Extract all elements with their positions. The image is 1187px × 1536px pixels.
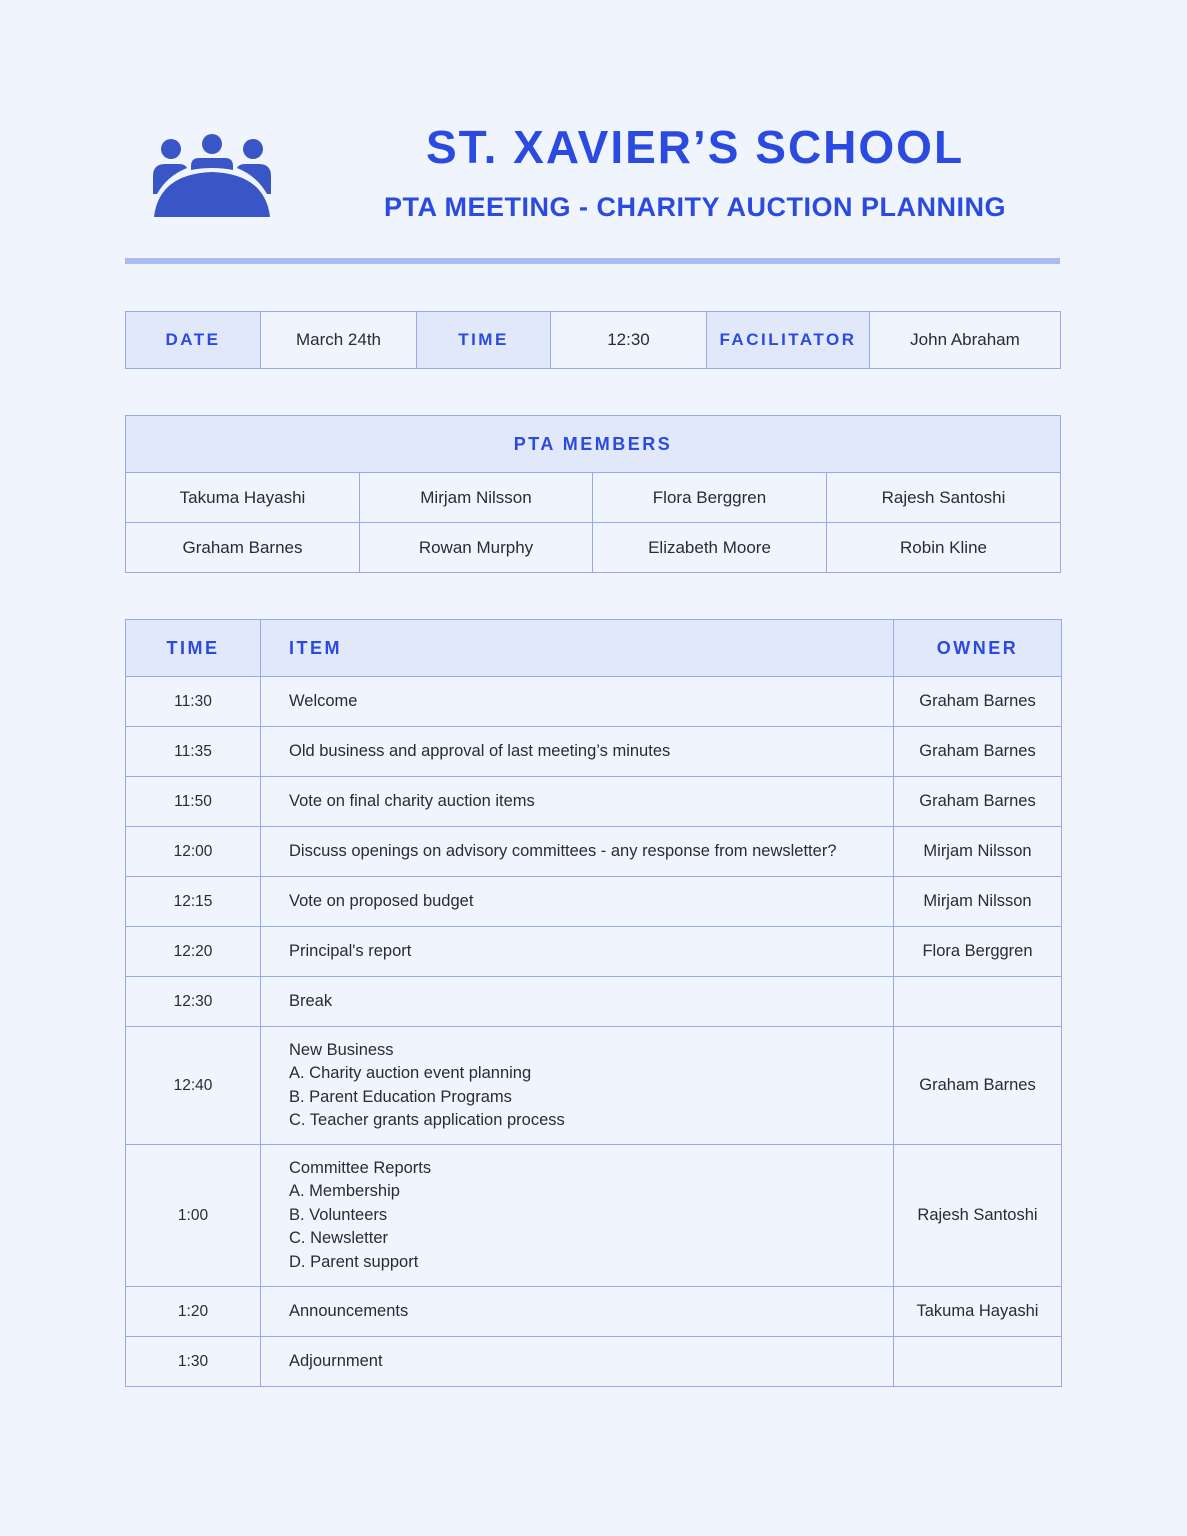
- agenda-row: [126, 827, 1062, 877]
- agenda-item: [261, 1287, 894, 1337]
- agenda-owner: Graham Barnes: [894, 1027, 1062, 1145]
- agenda-row: [126, 727, 1062, 777]
- agenda-item-line: B. Parent Education Programs: [289, 1087, 512, 1106]
- agenda-time: 1:00: [126, 1145, 261, 1287]
- agenda-item-line: C. Newsletter: [289, 1229, 389, 1248]
- agenda-time: 12:30: [126, 977, 261, 1027]
- agenda-item: [261, 827, 894, 877]
- agenda-owner: Graham Barnes: [894, 677, 1062, 727]
- agenda-time: 12:20: [126, 927, 261, 977]
- member-name: Robin Kline: [827, 523, 1061, 573]
- date-label: DATE: [126, 312, 261, 369]
- agenda-item-line: C. Teacher grants application process: [289, 1111, 565, 1129]
- people-group-icon: [153, 132, 271, 218]
- agenda-owner: [894, 1337, 1062, 1387]
- agenda-table: [125, 619, 1062, 1387]
- agenda-row: [126, 977, 1062, 1027]
- member-name: Takuma Hayashi: [126, 473, 360, 523]
- agenda-owner: Mirjam Nilsson: [894, 827, 1062, 877]
- agenda-item: [261, 677, 894, 727]
- agenda-row: [126, 927, 1062, 977]
- agenda-owner: Flora Berggren: [894, 927, 1062, 977]
- school-title: ST. XAVIER’S SCHOOL: [425, 121, 965, 173]
- agenda-owner: Takuma Hayashi: [894, 1287, 1062, 1337]
- agenda-owner: [894, 977, 1062, 1027]
- agenda-item-line: A. Membership: [289, 1182, 400, 1201]
- agenda-item-line: Principal's report: [289, 941, 412, 960]
- agenda-item: [261, 777, 894, 827]
- members-heading: PTA MEMBERS: [126, 416, 1061, 473]
- agenda-item: [261, 1027, 894, 1145]
- date-value: March 24th: [261, 312, 417, 369]
- agenda-time: 12:00: [126, 827, 261, 877]
- meeting-title: PTA MEETING - CHARITY AUCTION PLANNING: [384, 192, 1006, 222]
- agenda-owner: Graham Barnes: [894, 777, 1062, 827]
- agenda-row: [126, 1337, 1062, 1387]
- agenda-row: [126, 877, 1062, 927]
- agenda-item-line: Vote on proposed budget: [289, 891, 474, 910]
- agenda-time: 11:30: [126, 677, 261, 727]
- agenda-owner: Rajesh Santoshi: [894, 1145, 1062, 1287]
- agenda-time: 11:35: [126, 727, 261, 777]
- agenda-item-line: Announcements: [289, 1301, 409, 1320]
- agenda-row: [126, 1145, 1062, 1287]
- member-name: Flora Berggren: [593, 473, 827, 523]
- member-name: Rajesh Santoshi: [827, 473, 1061, 523]
- member-name: Elizabeth Moore: [593, 523, 827, 573]
- agenda-item-line: Break: [289, 991, 333, 1010]
- agenda-time-header: TIME: [126, 620, 261, 677]
- agenda-item: [261, 1145, 894, 1287]
- header-divider: [125, 258, 1060, 264]
- pta-members-table: [125, 415, 1061, 573]
- agenda-item-line: Vote on final charity auction items: [289, 791, 535, 810]
- agenda-item-line: Committee Reports: [289, 1158, 432, 1177]
- members-row: [126, 473, 1061, 523]
- agenda-time: 1:30: [126, 1337, 261, 1387]
- agenda-owner-header: OWNER: [894, 620, 1062, 677]
- agenda-time: 12:40: [126, 1027, 261, 1145]
- agenda-item-line: B. Volunteers: [289, 1205, 388, 1224]
- members-row: [126, 523, 1061, 573]
- agenda-item-line: New Business: [289, 1040, 394, 1059]
- agenda-row: [126, 777, 1062, 827]
- member-name: Rowan Murphy: [360, 523, 593, 573]
- agenda-item: [261, 927, 894, 977]
- agenda-owner: Mirjam Nilsson: [894, 877, 1062, 927]
- time-label: TIME: [417, 312, 551, 369]
- facilitator-label: FACILITATOR: [707, 312, 870, 369]
- agenda-item: [261, 1337, 894, 1387]
- agenda-item-line: A. Charity auction event planning: [289, 1064, 532, 1082]
- agenda-item-line: Adjournment: [289, 1351, 383, 1370]
- agenda-item-line: D. Parent support: [289, 1252, 419, 1271]
- time-value: 12:30: [551, 312, 707, 369]
- meeting-info-table: [125, 311, 1061, 369]
- document-header: [125, 110, 1060, 230]
- agenda-item-header: ITEM: [261, 620, 894, 677]
- agenda-row: [126, 1027, 1062, 1145]
- agenda-owner: Graham Barnes: [894, 727, 1062, 777]
- member-name: Graham Barnes: [126, 523, 360, 573]
- facilitator-value: John Abraham: [870, 312, 1061, 369]
- agenda-item-line: Discuss openings on advisory committees - any response from newsletter?: [289, 841, 837, 860]
- agenda-item: [261, 877, 894, 927]
- agenda-time: 12:15: [126, 877, 261, 927]
- agenda-item: [261, 727, 894, 777]
- agenda-time: 1:20: [126, 1287, 261, 1337]
- agenda-row: [126, 1287, 1062, 1337]
- agenda-item-line: Old business and approval of last meeting’s minutes: [289, 741, 671, 760]
- agenda-item: [261, 977, 894, 1027]
- agenda-time: 11:50: [126, 777, 261, 827]
- member-name: Mirjam Nilsson: [360, 473, 593, 523]
- agenda-item-line: Welcome: [289, 691, 358, 710]
- agenda-row: [126, 677, 1062, 727]
